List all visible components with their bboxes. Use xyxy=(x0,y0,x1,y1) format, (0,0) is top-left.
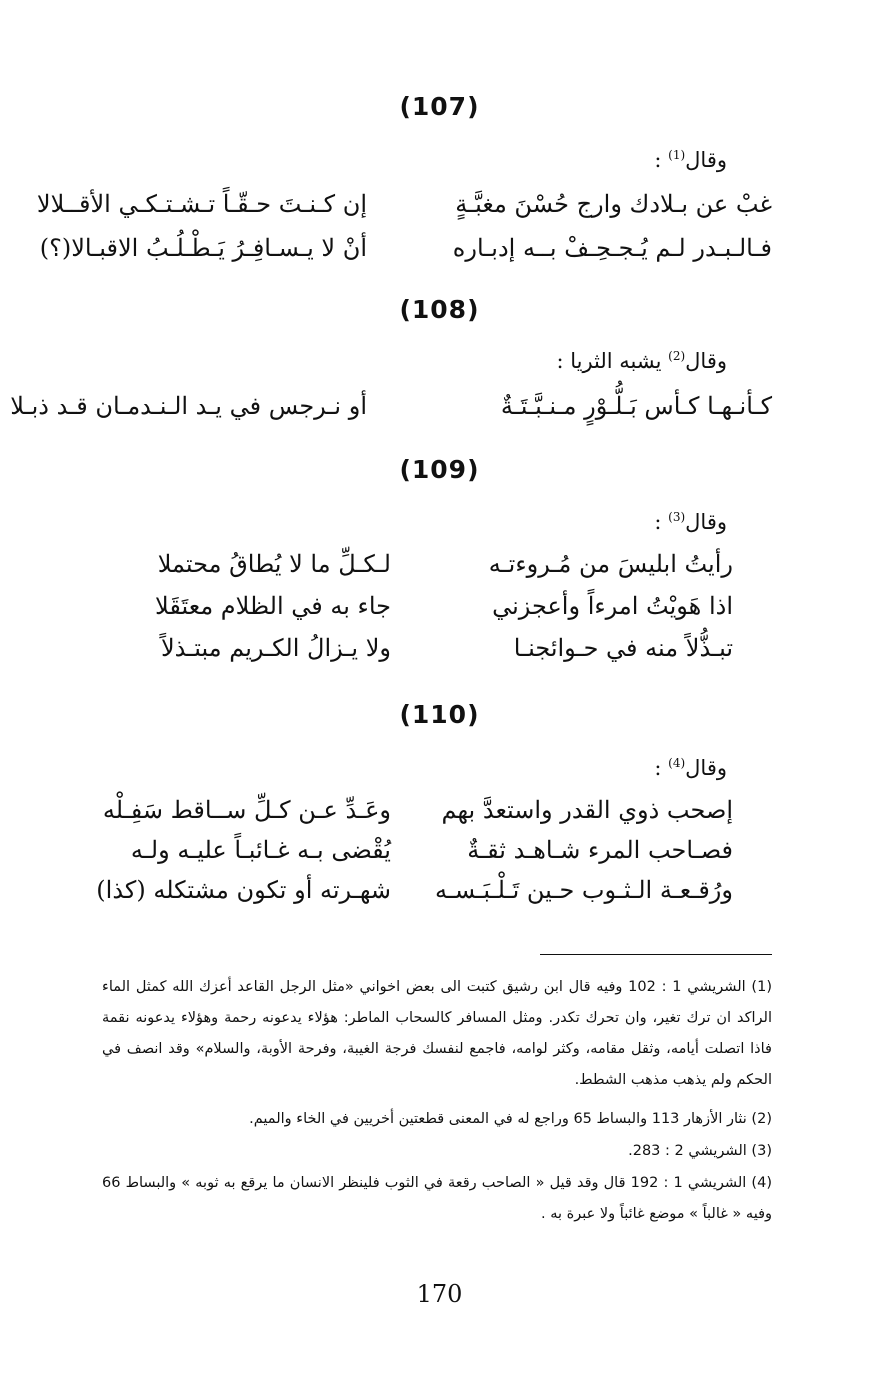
verse-first-hemistich: كـأنـهـا كـأس بَـلُّـوْرٍ مـنـبَّـتَـةٌ xyxy=(500,392,772,420)
verse-second-hemistich: ولا يـزالُ الكـريم مبتـذلاً xyxy=(160,634,391,662)
footnote-marker[interactable]: (3) xyxy=(668,510,686,524)
footnote-separator xyxy=(540,954,772,955)
verse-second-hemistich: وعَـدِّ عـن كـلِّ ســاقط سَفِـلْه xyxy=(102,796,391,824)
verse-first-hemistich: غبْ عن بـلادك وارج حُسْنَ مغبَّـةٍ xyxy=(455,190,772,218)
verse-first-hemistich: اذا هَويْتُ امرءاً وأعجزني xyxy=(492,592,733,620)
verse-first-hemistich: فـالـبـدر لـم يُـجـحِـفْ بــه إدبـاره xyxy=(452,234,772,262)
verse-second-hemistich: إن كـنـتَ حـقّـاً تـشـتـكـي الأقــلالا xyxy=(36,190,367,218)
footnote-1: (1) الشريشي 1 : 102 وفيه قال ابن رشيق كتبت الى بعض اخواني «مثل الرجل القاعد أعزك الله كمثل الماء الراكد ان ترك تغير، وان تحرك تكدر. ومثل المسافر كالسحاب الماطر: هؤلاء يدعونه رحمة وهؤلاء يدعونه نقمة فاذا اتصلت أيامه، وثقل مقامه، وكثر لوامه، فاجمع لنفسك فرجة الغيبة، وفرحة الأوبة، والسلام» وقد انصف في الحكم ولم يذهب مذهب الشطط. xyxy=(102,979,772,1088)
verse-first-hemistich: فصـاحب المرء شـاهـد ثقـةٌ xyxy=(467,836,733,864)
poem-number: (107) xyxy=(399,92,480,121)
verse-second-hemistich: شهـرته أو تكون مشتكله (كذا) xyxy=(96,876,391,904)
verse-first-hemistich: ورُقـعـة الـثـوب حـين تَـلْـبَـسـه xyxy=(435,876,733,904)
poem-number: (110) xyxy=(399,700,480,729)
verse-second-hemistich: جاء به في الظلام معتَقَلا xyxy=(155,592,391,620)
verse-second-hemistich: أو نـرجس في يـد الـنـدمـان قـد ذبـلا xyxy=(10,392,367,420)
poem-number: (109) xyxy=(399,455,480,484)
verse-second-hemistich: أنْ لا يـسـافِـرُ يَـطْـلُـبُ الاقبـالا(؟) xyxy=(39,234,367,262)
footnote-marker[interactable]: (4) xyxy=(668,756,686,770)
verse-second-hemistich: يُقْضى بـه غـائبـاً عليـه ولـه xyxy=(130,836,391,864)
poem-intro: وقال$^{(2)}$ يشبه الثريا : xyxy=(556,349,727,373)
poem-intro: وقال$^{(1)}$ : xyxy=(654,148,727,172)
page-number: 170 xyxy=(416,1280,463,1308)
footnote-4: (4) الشريشي 1 : 192 قال وقد قيل « الصاحب رقعة في الثوب فلينظر الانسان ما يرقع به ثوبه » والبساط 66 وفيه « غالباً » موضع غائباً ولا عبرة به . xyxy=(102,1175,772,1222)
poem-number: (108) xyxy=(399,295,480,324)
verse-first-hemistich: إصحب ذوي القدر واستعدَّ بهم xyxy=(441,796,733,824)
verse-second-hemistich: لـكـلِّ ما لا يُطاقُ محتملا xyxy=(157,550,391,578)
poem-intro: وقال$^{(4)}$ : xyxy=(654,756,727,780)
poem-intro: وقال$^{(3)}$ : xyxy=(654,510,727,534)
verse-first-hemistich: رأيتُ ابليسَ من مُـروءتـه xyxy=(488,550,733,578)
footnote-3: (3) الشريشي 2 : 283. xyxy=(628,1143,772,1159)
verse-first-hemistich: تبـذُّلاً منه في حـوائجنـا xyxy=(513,634,733,662)
footnote-2: (2) نثار الأزهار 113 والبساط 65 وراجع له في المعنى قطعتين أخريين في الخاء والميم. xyxy=(249,1111,772,1127)
footnote-marker[interactable]: (1) xyxy=(668,148,686,162)
footnote-marker[interactable]: (2) xyxy=(668,349,686,363)
